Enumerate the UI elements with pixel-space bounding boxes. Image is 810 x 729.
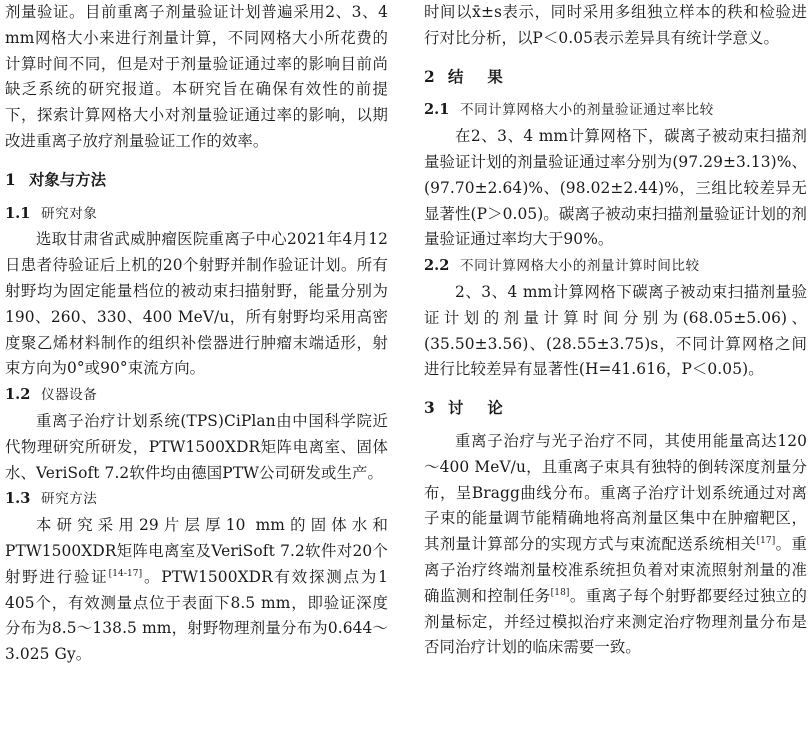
section-3-title-a: 讨 [448, 399, 464, 418]
section-1-heading [5, 168, 388, 194]
stats-paragraph: 时间以x̄±s表示，同时采用多组独立样本的秩和检验进行对比分析，以P＜0.05表示差异具有统计学意义。 [424, 3, 807, 47]
section-3-number: 3 [424, 399, 435, 418]
section-2-1-paragraph: 在2、3、4 mm计算网格下，碳离子被动束扫描剂量验证计划的剂量验证通过率分别为(97.29±3.13)%、(97.70±2.64)%、(98.02±2.44)%，三组比较差异无显著性(P＞0.05)。碳离子被动束扫描剂量验证计划的剂量验证通过率均大于90%。 [424, 127, 807, 249]
citation-18: [18] [550, 587, 570, 598]
section-1-1-number: 1.1 [5, 204, 31, 222]
section-3-title-b: 论 [487, 399, 503, 418]
section-1-3-number: 1.3 [5, 490, 31, 508]
section-3-heading [424, 396, 807, 422]
section-2-title-a: 结 [448, 67, 464, 86]
section-2-1-number: 2.1 [424, 101, 450, 119]
section-1-3-title: 研究方法 [41, 491, 98, 508]
section-2-2-number: 2.2 [424, 257, 450, 275]
section-2-2-heading [424, 253, 807, 280]
section-2-2-paragraph: 2、3、4 mm计算网格下碳离子被动束扫描剂量验证计划的剂量计算时间分别为(68.05±5.06)、(35.50±3.56)、(28.55±3.75)s，不同计算网格之间进行比较差异有显著性(H=41.616，P＜0.05)。 [424, 282, 807, 379]
section-2-1-title: 不同计算网格大小的剂量验证通过率比较 [460, 102, 714, 119]
section-1-3-paragraph [5, 513, 388, 668]
citation-14-17: [14-17] [108, 568, 143, 579]
section-1-3-text-a: 本研究采用29片层厚10 mm的固体水和PTW1500XDR矩阵电离室及VeriSoft 7.2软件对20个射野进行验证 [5, 516, 388, 586]
section-2-2-title: 不同计算网格大小的剂量计算时间比较 [460, 258, 700, 275]
left-column [5, 0, 388, 668]
section-3-paragraph [424, 429, 807, 661]
section-1-2-paragraph: 重离子治疗计划系统(TPS)CiPlan由中国科学院近代物理研究所研发，PTW1500XDR矩阵电离室、固体水、VeriSoft 7.2软件均由德国PTW公司研发或生产。 [5, 411, 388, 482]
section-2-number: 2 [424, 67, 435, 86]
section-1-1-title: 研究对象 [41, 205, 98, 222]
section-3-text-b: 。重离子治疗终端剂量校准系统担负着对束流照射剂量的准确监测和控制任务 [424, 535, 807, 605]
citation-17: [17] [756, 536, 776, 547]
section-1-3-heading [5, 486, 388, 513]
section-1-number: 1 [5, 170, 16, 189]
section-2-heading [424, 65, 807, 91]
section-1-2-title: 仪器设备 [41, 387, 98, 404]
intro-tail-paragraph: 剂量验证。目前重离子剂量验证计划普遍采用2、3、4 mm网格大小来进行剂量计算，不同网格大小所花费的计算时间不同，但是对于剂量验证通过率的影响目前尚缺乏系统的研究报道。本研究旨在确保有效性的前提下，探索计算网格大小对剂量验证通过率的影响，以期改进重离子放疗剂量验证工作的效率。 [5, 3, 388, 150]
section-1-1-heading [5, 201, 388, 228]
right-column [424, 0, 807, 661]
section-1-1-paragraph: 选取甘肃省武威肿瘤医院重离子中心2021年4月12日患者待验证后上机的20个射野并制作验证计划。所有射野均为固定能量档位的被动束扫描射野，能量分别为190、260、330、400 MeV/u，所有射野均采用高密度聚乙烯材料制作的组织补偿器进行肿瘤末端适形，射束方向为0°或90°束流方向。 [5, 230, 388, 378]
section-1-title: 对象与方法 [29, 170, 106, 189]
section-3-text-a: 重离子治疗与光子治疗不同，其使用能量高达120～400 MeV/u，且重离子束具有独特的倒转深度剂量分布，呈Bragg曲线分布。重离子治疗计划系统通过对离子束的能量调节能精确地将高剂量区集中在肿瘤靶区，其剂量计算部分的实现方式与束流配送系统相关 [424, 431, 807, 554]
section-2-title-b: 果 [487, 67, 503, 86]
section-3-text-c: 。重离子每个射野都要经过独立的剂量标定，并经过模拟治疗来测定治疗物理剂量分布是否同治疗计划的临床需要一致。 [424, 586, 807, 657]
section-1-2-number: 1.2 [5, 386, 31, 404]
section-1-3-text-b: 。PTW1500XDR有效探测点为1 405个，有效测量点位于表面下8.5 mm，即验证深度分布为8.5～138.5 mm，射野物理剂量分布为0.644～3.025 Gy。 [5, 567, 388, 664]
section-2-1-heading [424, 97, 807, 124]
section-1-2-heading [5, 382, 388, 409]
